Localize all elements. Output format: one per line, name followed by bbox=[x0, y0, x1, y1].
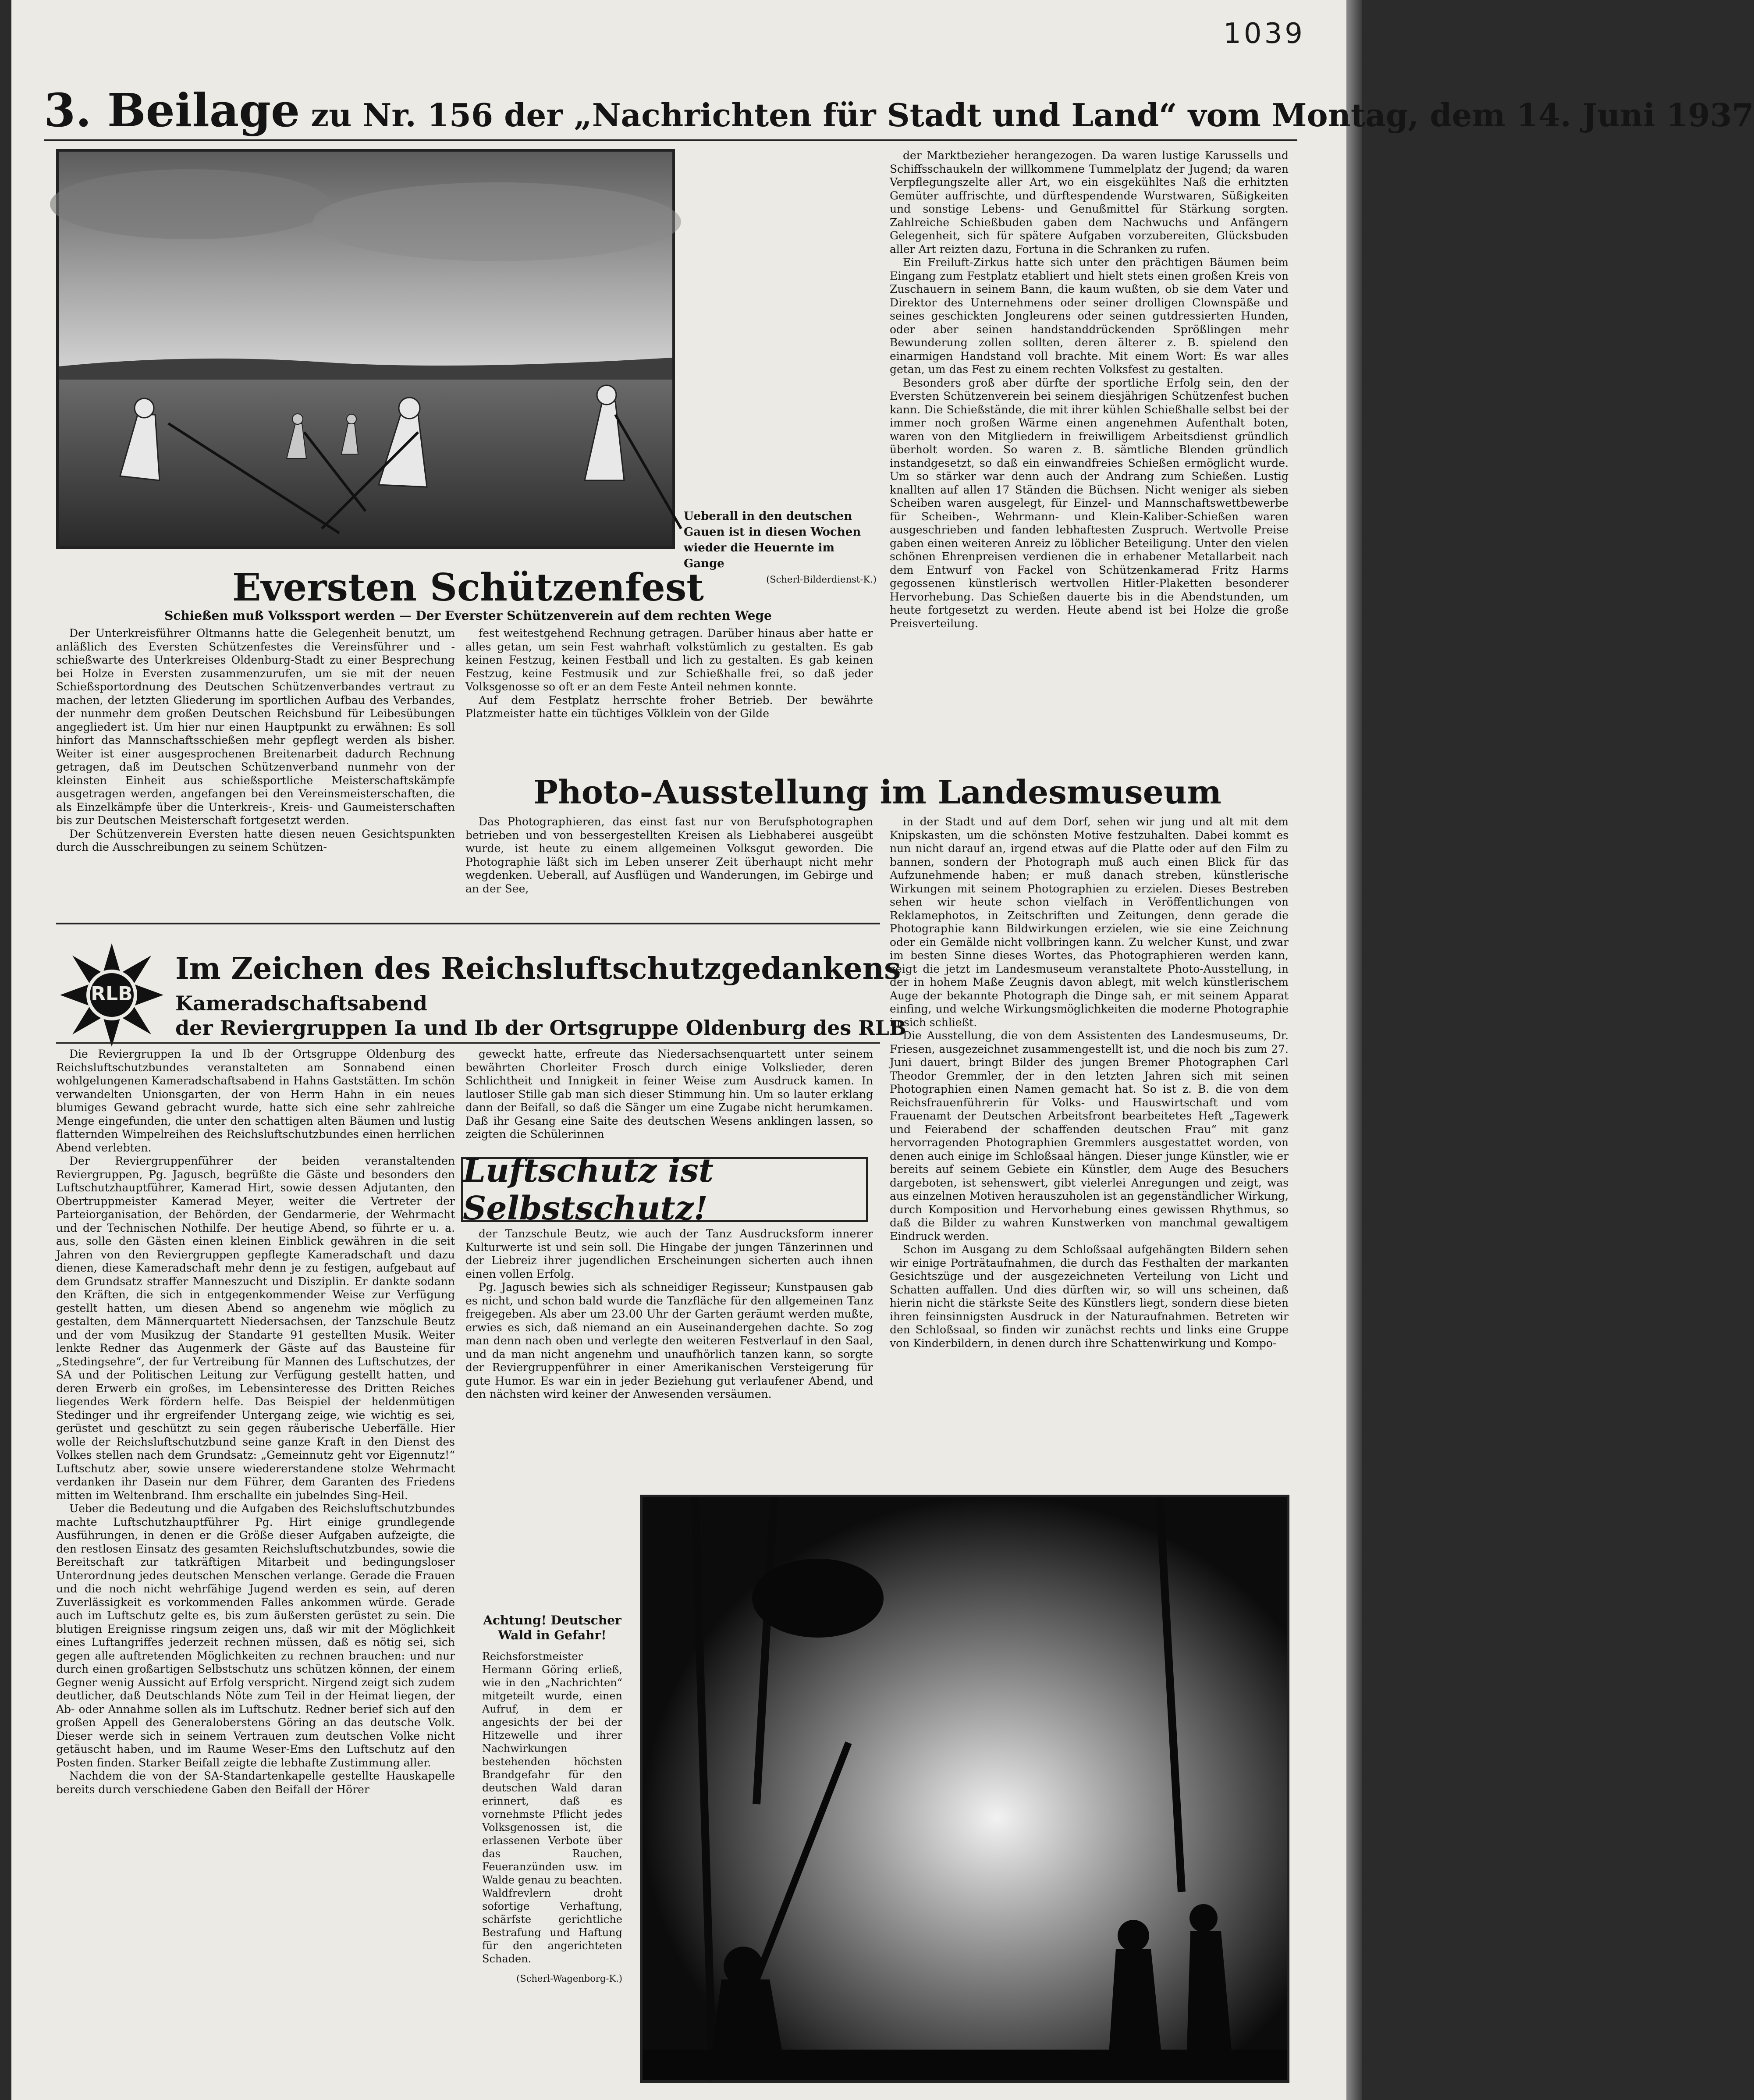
rlb-column-2 bbox=[465, 1048, 873, 1157]
book-binding-edge bbox=[1346, 0, 1362, 2100]
article-headline-eversten: Eversten Schützenfest bbox=[232, 565, 704, 610]
paragraph: Der Schützenverein Eversten hatte diesen neuen Gesichtspunkten durch die Ausschreibungen zu seinem Schützen- bbox=[56, 827, 455, 853]
luftschutz-slogan-box: Luftschutz ist Selbstschutz! bbox=[461, 1157, 868, 1222]
rlb-rule bbox=[56, 1042, 880, 1044]
forest-fire-caption-title: Achtung! Deutscher Wald in Gefahr! bbox=[483, 1613, 621, 1642]
article-subheadline-eversten: Schießen muß Volkssport werden — Der Everster Schützenverein auf dem rechten Wege bbox=[164, 608, 772, 623]
paragraph: fest weitestgehend Rechnung getragen. Darüber hinaus aber hatte er alles getan, um sein Fest wahrhaft volkstümlich zu gestalten. Es gab keinen Festzug, keinen Festball und lich zu gestalten. Es gab keinen Festzug, keine Festmusik und zur Schießhalle frei, so daß jeder Volksgenosse so oft er an dem Feste Anteil nehmen konnte. bbox=[465, 627, 873, 693]
rlb-emblem-letters: RLB bbox=[91, 983, 133, 1005]
masthead-text: zu Nr. 156 der „Nachrichten für Stadt und Land“ vom Montag, dem 14. Juni 1937 bbox=[311, 96, 1754, 134]
paragraph: Der Reviergruppenführer der beiden veranstaltenden Reviergruppen, Pg. Jagusch, begrüßte die Gäste und besonders den Luftschutzhauptführer, Kamerad Hirt, sowie dessen Adjutanten, den Obertruppmeister Kamerad Meyer, weiter die Vertreter der Parteiorganisation, der Behörden, der Gendarmerie, der Wehrmacht und der Technischen Nothilfe. Der heutige Abend, so führte er u. a. aus, solle den Gästen einen kleinen Einblick gewähren in die seit Jahren von den Reviergruppen gepflegte Kameradschaft und dazu dienen, diese Kameradschaft mehr denn je zu festigen, aufgebaut auf dem Grundsatz straffer Manneszucht und Disziplin. Er dankte sodann den Kräften, die sich in entgegenkommender Weise zur Verfügung gestellt hatten, um diesen Abend so angenehm wie möglich zu gestalten, dem Männerquartett Niedersachsen, der Tanzschule Beutz und der vom Musikzug der Standarte 91 gestellten Musik. Weiter lenkte Redner das Augenmerk der Gäste auf das Bausteine für „Stedingsehre“, der fur Vertreibung für Mannen des Luftschutzes, der SA und der Politischen Leitung zur Verfügung gestellt hatten, und deren Erwerb ein großes, im Lebensinteresse des Dritten Reiches liegendes Werk fördern helfe. Das Beispiel der heldenmütigen Stedinger und ihr ergreifender Untergang zeige, wie wichtig es sei, gerüstet und geschützt zu sein gegen räuberische Ueberfälle. Hier wolle der Reichsluftschutzbund seine ganze Kraft in den Dienst des Volkes stellen nach dem Grundsatz: „Gemeinnutz geht vor Eigennutz!“ Luftschutz aber, sowie unsere wiedererstandene stolze Wehrmacht verdanken ihr Dasein nur dem Führer, dem Garanten des Friedens mitten im Weltenbrand. Ihm erschallte ein jubelndes Sing-Heil. bbox=[56, 1155, 455, 1502]
masthead-rule bbox=[44, 139, 1297, 141]
paragraph: Nachdem die von der SA-Standartenkapelle gestellte Hauskapelle bereits durch verschiedene Gaben den Beifall der Hörer bbox=[56, 1770, 455, 1796]
paragraph: Schon im Ausgang zu dem Schloßsaal aufgehängten Bildern sehen wir einige Porträtaufnahmen, die durch das Festhalten der markanten Gesichtszüge und der ausgezeichneten Verteilung von Licht und Schatten auffallen. Und dies dürften wir, so will uns scheinen, daß hierin nicht die stärkste Seite des Künstlers liegt, sondern diese bieten ihren feinsinnigsten Ausdruck in der Naturaufnahmen. Betreten wir den Schloßsaal, so finden wir zunächst rechts und links eine Gruppe von Kinderbildern, in denen durch ihre Schattenwirkung und Kompo- bbox=[890, 1243, 1289, 1350]
paragraph: Ein Freiluft-Zirkus hatte sich unter den prächtigen Bäumen beim Eingang zum Festplatz etabliert und hielt stets einen großen Kreis von Zuschauern in seinem Bann, die kaum wußten, ob sie dem Vater und Direktor des Unternehmens oder seiner drolligen Clownspäße und seines geschickten Jongleurens oder seinen gutdressierten Hunden, oder aber seinen handstanddrückenden Sprößlingen mehr Bewunderung zollen sollten, deren älterer z. B. spielend den einarmigen Handstand voll brachte. Mit einem Wort: Es war alles getan, um das Fest zu einem rechten Volksfest zu gestalten. bbox=[890, 256, 1289, 376]
hay-harvest-caption-text: Ueberall in den deutschen Gauen ist in diesen Wochen wieder die Heuernte im Gange bbox=[684, 510, 861, 570]
paragraph: Auf dem Festplatz herrschte froher Betrieb. Der bewährte Platzmeister hatte ein tüchtiges Völklein von der Gilde bbox=[465, 693, 873, 720]
article-subheadline-rlb-1: Kameradschaftsabend bbox=[175, 991, 427, 1015]
paragraph: der Tanzschule Beutz, wie auch der Tanz Ausdrucksform innerer Kulturwerte ist und sein soll. Die Hingabe der jungen Tänzerinnen und der Liebreiz ihrer jugendlichen Erscheinungen sicherten auch ihnen einen vollen Erfolg. bbox=[465, 1227, 873, 1280]
forest-fire-caption-text: Reichsforstmeister Hermann Göring erließ, wie in den „Nachrichten“ mitgeteilt wurde, einen Aufruf, in dem er angesichts der bei der Hitzewelle und ihrer Nachwirkungen bestehenden höchsten Brandgefahr für den deutschen Wald daran erinnert, daß es vornehmste Pflicht jedes Volksgenossen ist, die erlassenen Verbote über das Rauchen, Feueranzünden usw. im Walde genau zu beachten. Waldfrevlern droht sofortige Verhaftung, schärfste gerichtliche Bestrafung und Haftung für den angerichteten Schaden. bbox=[482, 1650, 622, 1965]
photo-exhibition-column-1 bbox=[465, 815, 873, 929]
paragraph: Pg. Jagusch bewies sich als schneidiger Regisseur; Kunstpausen gab es nicht, und schon bald wurde die Tanzfläche für den allgemeinen Tanz freigegeben. Als aber um 23.00 Uhr der Garten geräumt werden mußte, erwies es sich, daß niemand an ein Auseinandergehen dachte. So zog man denn nach oben und verlegte den weiteren Festverlauf in den Saal, und da man nicht angenehm und unaufhörlich tanzen kann, so sorgte der Reviergruppenführer in einer Amerikanischen Versteigerung für gute Humor. Es war ein in jeder Beziehung gut verlaufener Abend, und den nächsten wird keiner der Anwesenden versäumen. bbox=[465, 1281, 873, 1400]
masthead-prefix: 3. Beilage bbox=[44, 83, 300, 137]
paragraph: Die Reviergruppen Ia und Ib der Ortsgruppe Oldenburg des Reichsluftschutzbundes veranstalteten am Sonnabend einen wohlgelungenen Kameradschaftsabend in Hahns Gaststätten. Im schön verwandelten Unionsgarten, der von Herrn Hahn in ein neues blumiges Gewand gebracht wurde, hatte sich eine sehr zahlreiche Menge eingefunden, die unter den schattigen alten Bäumen und lustig flatternden Wimpelreihen des Reichsluftschutzbundes einen herrlichen Abend verlebten. bbox=[56, 1048, 455, 1154]
hay-harvest-credit: (Scherl-Bilderdienst-K.) bbox=[766, 574, 877, 585]
paragraph: in der Stadt und auf dem Dorf, sehen wir jung und alt mit dem Knipskasten, um die schönsten Motive festzuhalten. Dabei kommt es nun nicht darauf an, irgend etwas auf die Platte oder auf den Film zu bannen, sondern der Photograph muß auch einen Blick für das Aufzunehmende haben; er muß danach streben, künstlerische Wirkungen mit seinem Photographien zu erzielen. Dieses Bestreben sehen wir heute schon vielfach in Veröffentlichungen von Reklamephotos, in Zeitschriften und Zeitungen, denn gerade die Photographie kann Bildwirkungen erzielen, wie sie eine Zeichnung oder ein Gemälde nicht vollbringen kann. Zu welcher Kunst, und zwar im besten Sinne dieses Wortes, das Photographieren werden kann, zeigt die jetzt im Landesmuseum veranstaltete Photo-Ausstellung, in der in hohem Maße Zeugnis davon ablegt, mit welch künstlerischem Auge der bekannte Photograph die Dinge sah, er mit seinem Apparat einfing, und welche Wirkungsmöglichkeiten die moderne Photographie in sich schließt. bbox=[890, 815, 1289, 1029]
page-number: 1039 bbox=[1223, 18, 1305, 50]
eversten-column-1 bbox=[56, 627, 455, 907]
paragraph: Das Photographieren, das einst fast nur von Berufsphotographen betrieben und von bessergestellten Kreisen als Liebhaberei ausgeübt wurde, ist heute zu einem allgemeinen Volksgut geworden. Die Photographie läßt sich im Leben unserer Zeit überhaupt nicht mehr wegdenken. Ueberall, auf Ausflügen und Wanderungen, im Gebirge und an der See, bbox=[465, 815, 873, 895]
rlb-emblem bbox=[59, 942, 164, 1048]
eversten-column-2 bbox=[465, 627, 873, 776]
forest-fire-caption bbox=[482, 1613, 622, 1986]
rlb-column-3 bbox=[465, 1227, 873, 1438]
paragraph: der Marktbezieher herangezogen. Da waren lustige Karussells und Schiffsschaukeln der willkommene Tummelplatz der Jugend; da waren Verpflegungszelte aller Art, wo ein eisgekühltes Naß die erhitzten Gemüter auffrischte, und dürftespendende Wurstwaren, Süßigkeiten und sonstige Lebens- und Genußmittel für Stärkung sorgten. Zahlreiche Schießbuden gaben dem Nachwuchs und Anfängern Gelegenheit, sich für spätere Aufgaben vorzubereiten, Glücksbuden aller Art reizten dazu, Fortuna in die Schranken zu rufen. bbox=[890, 149, 1289, 256]
photo-exhibition-column-2 bbox=[890, 815, 1289, 1446]
paragraph: geweckt hatte, erfreute das Niedersachsenquartett unter seinem bewährten Chorleiter Frosch durch einige Volkslieder, deren Schlichtheit und Innigkeit in feiner Weise zum Ausdruck kamen. In lautloser Stille gab man sich dieser Stimmung hin. Um so lauter erklang dann der Beifall, so daß die Sänger um eine Zugabe nicht herumkamen. Daß ihr Gesang eine Saite des deutschen Wesens anklingen lassen, so zeigten die Schülerinnen bbox=[465, 1048, 873, 1141]
paragraph: Der Unterkreisführer Oltmanns hatte die Gelegenheit benutzt, um anläßlich des Eversten Schützenfestes die Vereinsführer und -schießwarte des Unterkreises Oldenburg-Stadt zu einer Besprechung bei Holze in Eversten zusammenzurufen, um sie mit der neuen Schießsportordnung des Deutschen Schützenverbandes vertraut zu machen, der letzten Gliederung im sportlichen Aufbau des Verbandes, der nunmehr dem großen Deutschen Reichsbund für Leibesübungen angegliedert ist. Um hier nur einen Hauptpunkt zu erwähnen: Es soll hinfort das Mannschaftsschießen mehr gepflegt werden als bisher. Weiter ist einer ausgesprochenen Breitenarbeit dadurch Rechnung getragen, daß im Deutschen Schützenverband nunmehr von der kleinsten Einheit aus schießsportliche Meisterschaftskämpfe ausgetragen werden, angefangen bei den Vereinsmeisterschaften, die als Einzelkämpfe über die Unterkreis-, Kreis- und Gaumeisterschaften bis zur Deutschen Meisterschaft fortgesetzt werden. bbox=[56, 627, 455, 827]
article-subheadline-rlb-2: der Reviergruppen Ia und Ib der Ortsgruppe Oldenburg des RLB bbox=[175, 1016, 906, 1040]
section-divider bbox=[56, 923, 880, 924]
masthead bbox=[44, 83, 1754, 137]
paragraph: Ueber die Bedeutung und die Aufgaben des Reichsluftschutzbundes machte Luftschutzhauptführer Pg. Hirt einige grundlegende Ausführungen, in denen er die Größe dieser Aufgaben aufzeigte, die den restlosen Einsatz des gesamten Reichsluftschutzbundes, sowie die Bereitschaft zur tatkräftigen Mitarbeit und bedingungsloser Unterordnung jedes deutschen Menschen verlange. Gerade die Frauen und die noch nicht wehrfähige Jugend werden es sein, auf deren Zuverlässigkeit es vorkommenden Falles ankommen würde. Gerade auch im Luftschutz gelte es, bis zum äußersten gerüstet zu sein. Die blutigen Ereignisse ringsum zeigen uns, daß wir mit der Möglichkeit eines Luftangriffes jederzeit rechnen müssen, daß es nötig sei, sich gegen alle auftretenden Möglichkeiten zu rechnen brauchen: und nur durch einen großartigen Selbstschutz uns schützen können, der einem Gegner wenig Aussicht auf Erfolg verspricht. Nirgend zeigt sich zudem deutlicher, daß Deutschlands Nöte zum Teil in der Heimat liegen, der Ab- oder Annahme sollen als im Luftschutz. Redner berief sich auf den großen Appell des Generaloberstens Göring an das deutsche Volk. Dieser werde sich in seinem Vertrauen zum deutschen Volke nicht getäuscht haben, und im Raume Weser-Ems den Luftschutz auf den Posten finden. Starker Beifall zeigte die lebhafte Zustimmung aller. bbox=[56, 1502, 455, 1769]
article-headline-photo-exhibition: Photo-Ausstellung im Landesmuseum bbox=[533, 774, 1221, 811]
article-headline-rlb: Im Zeichen des Reichsluftschutzgedankens bbox=[175, 951, 901, 986]
rlb-column-1 bbox=[56, 1048, 455, 2078]
paragraph: Besonders groß aber dürfte der sportliche Erfolg sein, den der Eversten Schützenverein bei seinem diesjährigen Schützenfest buchen kann. Die Schießstände, die mit ihrer kühlen Schießhalle selbst bei der immer noch großen Wärme einen angenehmen Aufenthalt boten, waren von den Mitgliedern in freiwilligem Arbeitsdienst gründlich überholt worden. So waren z. B. sämtliche Blenden gründlich instandgesetzt, so daß ein einwandfreies Schießen ermöglicht wurde. Um so stärker war denn auch der Andrang zum Schießen. Lustig knallten auf allen 17 Ständen die Büchsen. Nicht weniger als sieben Scheiben waren ausgelegt, für Einzel- und Mannschaftswettbewerbe für Scheiben-, Wehrmann- und Klein-Kaliber-Schießen waren ausgeschrieben und fanden lebhaftesten Zuspruch. Wertvolle Preise gaben einen weiteren Anreiz zu löblicher Beteiligung. Unter den vielen schönen Ehrenpreisen verdienen die in erhabener Metallarbeit nach dem Entwurf von Fackel von Schützenkamerad Fritz Harms gegossenen künstlerisch wertvollen Hitler-Plaketten besonderer Hervorhebung. Das Schießen dauerte bis in die Abendstunden, um heute fortgesetzt zu werden. Heute abend ist bei Holze die große Preisverteilung. bbox=[890, 376, 1289, 630]
forest-fire-photo bbox=[640, 1495, 1289, 2083]
eversten-column-3 bbox=[890, 149, 1289, 763]
forest-fire-credit: (Scherl-Wagenborg-K.) bbox=[516, 1973, 622, 1984]
paragraph: Die Ausstellung, die von dem Assistenten des Landesmuseums, Dr. Friesen, ausgezeichnet zusammengestellt ist, und die noch bis zum 27. Juni dauert, bringt Bilder des jungen Bremer Photographen Carl Theodor Gremmler, der in den letzten Jahren sich mit seinen Photographien einen Namen gemacht hat. So ist z. B. die von dem Reichsfrauenführerin für Volks- und Hauswirtschaft und vom Frauenamt der Deutschen Arbeitsfront bearbeitetes Heft „Tagewerk und Feierabend der schaffenden deutschen Frau“ mit ganz hervorragenden Photographien Gremmlers ausgestattet worden, von denen auch einige im Schloßsaal hängen. Dieser junge Künstler, wie er bereits auf seinem Gebiete ein Künstler, dem Auge des Besuchers dargeboten, ist sehenswert, gibt vielerlei Anregungen und zeigt, was aus einzelnen Motiven herauszuholen ist an gegenständlicher Wirkung, durch Komposition und Hervorhebung eines gewissen Rhythmus, so daß die Bilder zu wahren Kunstwerken von manchmal gewaltigem Eindruck werden. bbox=[890, 1029, 1289, 1243]
hay-harvest-photo bbox=[56, 149, 675, 549]
